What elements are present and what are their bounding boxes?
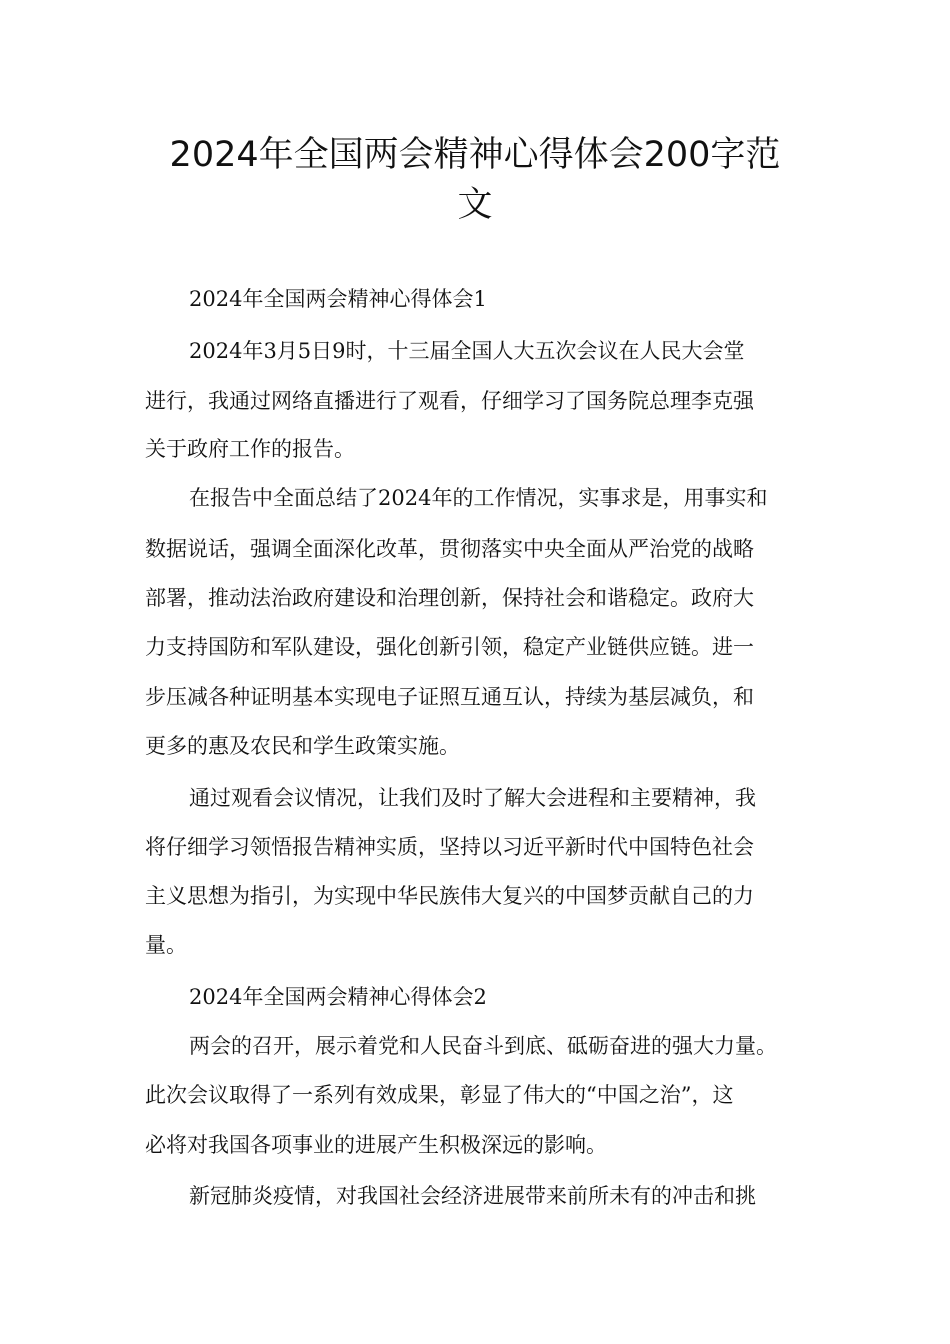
- paragraph-3-line-2: 将仔细学习领悟报告精神实质，坚持以习近平新时代中国特色社会: [145, 835, 754, 859]
- paragraph-3-line-3: 主义思想为指引，为实现中华民族伟大复兴的中国梦贡献自己的力: [145, 884, 754, 908]
- paragraph-1-line-2: 进行，我通过网络直播进行了观看，仔细学习了国务院总理李克强: [145, 389, 754, 413]
- paragraph-5-line-1: 新冠肺炎疫情，对我国社会经济进展带来前所未有的冲击和挑: [189, 1184, 756, 1208]
- section-heading-1: 2024年全国两会精神心得体会1: [189, 287, 487, 311]
- paragraph-2-line-6: 更多的惠及农民和学生政策实施。: [145, 734, 460, 758]
- paragraph-2-line-3: 部署，推动法治政府建设和治理创新，保持社会和谐稳定。政府大: [145, 586, 754, 610]
- document-title-line-1: 2024年全国两会精神心得体会200字范: [169, 135, 781, 175]
- document-title-line-2: 文: [457, 185, 493, 225]
- paragraph-4-line-3: 必将对我国各项事业的进展产生积极深远的影响。: [145, 1133, 607, 1157]
- paragraph-3-line-1: 通过观看会议情况，让我们及时了解大会进程和主要精神，我: [189, 786, 756, 810]
- paragraph-1-line-1: 2024年3月5日9时，十三届全国人大五次会议在人民大会堂: [189, 339, 745, 363]
- paragraph-2-line-1: 在报告中全面总结了2024年的工作情况，实事求是，用事实和: [189, 486, 768, 510]
- paragraph-4-line-1: 两会的召开，展示着党和人民奋斗到底、砥砺奋进的强大力量。: [189, 1034, 777, 1058]
- paragraph-1-line-3: 关于政府工作的报告。: [145, 437, 355, 461]
- paragraph-2-line-5: 步压减各种证明基本实现电子证照互通互认，持续为基层减负，和: [145, 685, 754, 709]
- section-heading-2: 2024年全国两会精神心得体会2: [189, 985, 487, 1009]
- paragraph-4-line-2: 此次会议取得了一系列有效成果，彰显了伟大的“中国之治”，这: [145, 1083, 734, 1107]
- paragraph-2-line-2: 数据说话，强调全面深化改革，贯彻落实中央全面从严治党的战略: [145, 537, 754, 561]
- paragraph-2-line-4: 力支持国防和军队建设，强化创新引领，稳定产业链供应链。进一: [145, 635, 754, 659]
- paragraph-3-line-4: 量。: [145, 933, 187, 957]
